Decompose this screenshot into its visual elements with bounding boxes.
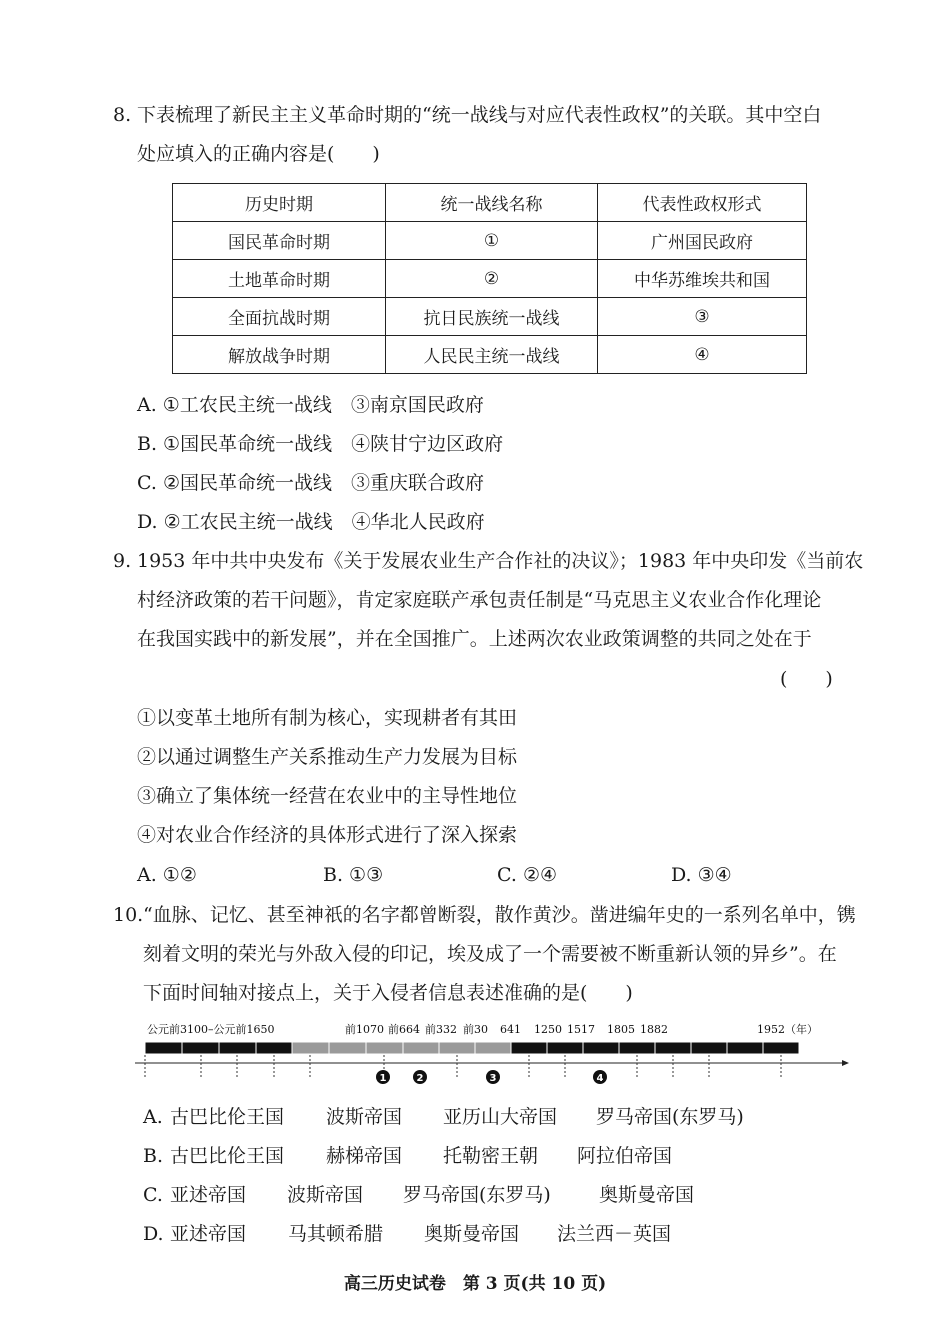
table-cell: 广州国民政府 — [598, 222, 807, 260]
timeline-label: 前664 — [388, 1023, 420, 1036]
question-10-stem-line1: “血脉、记忆、甚至神祇的名字都曾断裂，散作黄沙。凿进编年史的一系列名单中，镌 — [143, 904, 856, 926]
timeline-label: 1250 — [534, 1023, 562, 1036]
table-header-cell: 统一战线名称 — [386, 184, 598, 222]
option-item: 波斯帝国 — [287, 1184, 364, 1206]
table-row — [173, 298, 807, 336]
table-header-cell: 历史时期 — [173, 184, 386, 222]
timeline-segment — [329, 1042, 366, 1054]
timeline-label: 1517 — [567, 1023, 595, 1036]
question-9-choice-d: D. ③④ — [671, 864, 732, 886]
page-footer: 高三历史试卷 第 3 页(共 10 页) — [343, 1274, 607, 1294]
table-cell: ① — [386, 222, 598, 260]
timeline-label: 前1070 — [345, 1023, 384, 1036]
table-header-cell: 代表性政权形式 — [598, 184, 807, 222]
option-item: 阿拉伯帝国 — [577, 1145, 673, 1167]
table-row — [173, 336, 807, 374]
option-item: 波斯帝国 — [326, 1106, 403, 1128]
question-10-stem-line2: 刻着文明的荣光与外敌入侵的印记，埃及成了一个需要被不断重新认领的异乡”。在 — [143, 943, 837, 965]
timeline-segment — [691, 1042, 727, 1054]
timeline-segment — [403, 1042, 439, 1054]
table-cell: ② — [386, 260, 598, 298]
option-item: 亚历山大帝国 — [443, 1106, 558, 1128]
table-cell: 人民民主统一战线 — [386, 336, 598, 374]
option-item: 奥斯曼帝国 — [599, 1184, 695, 1206]
timeline-segment — [511, 1042, 547, 1054]
timeline-marker-2-label: 2 — [416, 1073, 424, 1084]
timeline-label: 公元前3100–公元前1650 — [147, 1023, 275, 1036]
question-9-stem-line3: 在我国实践中的新发展”，并在全国推广。上述两次农业政策调整的共同之处在于 — [137, 628, 812, 650]
option-item: 亚述帝国 — [170, 1184, 247, 1206]
question-10-option-a — [143, 1104, 744, 1130]
question-9-item-3: ③确立了集体统一经营在农业中的主导性地位 — [137, 785, 518, 807]
timeline-segment — [763, 1042, 799, 1054]
option-item: 赫梯帝国 — [326, 1145, 403, 1167]
option-item: 罗马帝国(东罗马) — [596, 1106, 744, 1128]
option-letter: C. — [143, 1184, 163, 1206]
table-header-row — [173, 184, 807, 222]
question-10-stem-line3: 下面时间轴对接点上，关于入侵者信息表述准确的是( ) — [143, 982, 633, 1004]
timeline-label: 前30 — [463, 1023, 488, 1036]
option-item: 奥斯曼帝国 — [424, 1223, 520, 1245]
option-item: 罗马帝国(东罗马) — [403, 1184, 551, 1206]
timeline-segment — [182, 1042, 219, 1054]
table-cell: ④ — [598, 336, 807, 374]
question-9-item-2: ②以通过调整生产关系推动生产力发展为目标 — [137, 746, 518, 768]
table-cell: 国民革命时期 — [173, 222, 386, 260]
timeline-segment — [256, 1042, 292, 1054]
question-8-stem-line2: 处应填入的正确内容是( ) — [137, 143, 380, 165]
question-8-number: 8. — [113, 104, 132, 126]
table-cell: 全面抗战时期 — [173, 298, 386, 336]
option-letter: A. — [143, 1106, 163, 1128]
question-9-choice-a: A. ①② — [137, 864, 197, 886]
table-row — [173, 222, 807, 260]
question-9-answer-bracket: ( ) — [780, 668, 833, 690]
timeline-segment — [439, 1042, 475, 1054]
timeline-marker-1-label: 1 — [379, 1073, 387, 1084]
question-9-item-1: ①以变革土地所有制为核心，实现耕者有其田 — [137, 707, 518, 729]
timeline-segment — [292, 1042, 329, 1054]
question-9-choice-c: C. ②④ — [497, 864, 558, 886]
timeline-marker-4-label: 4 — [596, 1073, 604, 1084]
option-item: 亚述帝国 — [170, 1223, 247, 1245]
table-row — [173, 260, 807, 298]
timeline-arrow-icon — [842, 1060, 849, 1066]
timeline-segment — [619, 1042, 655, 1054]
option-letter: D. — [143, 1223, 164, 1245]
question-10-timeline — [130, 1015, 850, 1090]
option-item: 古巴比伦王国 — [170, 1106, 285, 1128]
timeline-segment — [547, 1042, 583, 1054]
option-item: 马其顿希腊 — [288, 1223, 384, 1245]
table-cell: ③ — [598, 298, 807, 336]
timeline-label: 641 — [500, 1023, 521, 1036]
timeline-segment — [145, 1042, 182, 1054]
timeline-segment — [475, 1042, 511, 1054]
question-10-option-b — [143, 1143, 673, 1169]
question-9-stem-line1: 1953 年中共中央发布《关于发展农业生产合作社的决议》；1983 年中央印发《当前农 — [137, 550, 864, 572]
question-8-option-a: A. ①工农民主统一战线 ③南京国民政府 — [137, 394, 484, 416]
table-cell: 抗日民族统一战线 — [386, 298, 598, 336]
option-letter: B. — [143, 1145, 164, 1167]
option-item: 古巴比伦王国 — [170, 1145, 285, 1167]
timeline-segment — [655, 1042, 691, 1054]
question-8-option-d: D. ②工农民主统一战线 ④华北人民政府 — [137, 511, 485, 533]
question-9-stem-line2: 村经济政策的若干问题》，肯定家庭联产承包责任制是“马克思主义农业合作化理论 — [137, 589, 822, 611]
timeline-segment — [366, 1042, 403, 1054]
question-8-option-c: C. ②国民革命统一战线 ③重庆联合政府 — [137, 472, 484, 494]
timeline-label: 1882 — [640, 1023, 668, 1036]
question-10-number: 10. — [113, 904, 144, 926]
timeline-label: 1952（年） — [757, 1023, 818, 1036]
question-8-stem-line1: 下表梳理了新民主主义革命时期的“统一战线与对应代表性政权”的关联。其中空白 — [137, 104, 822, 126]
timeline-segment — [727, 1042, 763, 1054]
question-9-choice-b: B. ①③ — [323, 864, 384, 886]
timeline-segment — [583, 1042, 619, 1054]
question-9-number: 9. — [113, 550, 132, 572]
question-8-table — [172, 183, 807, 374]
question-10-option-d — [143, 1221, 672, 1247]
option-item: 法兰西－英国 — [557, 1223, 672, 1245]
question-8-option-b: B. ①国民革命统一战线 ④陕甘宁边区政府 — [137, 433, 504, 455]
timeline-label: 1805 — [607, 1023, 635, 1036]
timeline-marker-3-label: 3 — [489, 1073, 497, 1084]
timeline-segment — [219, 1042, 256, 1054]
timeline-label: 前332 — [425, 1023, 457, 1036]
question-10-option-c — [143, 1182, 695, 1208]
table-cell: 中华苏维埃共和国 — [598, 260, 807, 298]
option-item: 托勒密王朝 — [443, 1145, 539, 1167]
question-9-item-4: ④对农业合作经济的具体形式进行了深入探索 — [137, 824, 518, 846]
table-cell: 土地革命时期 — [173, 260, 386, 298]
table-cell: 解放战争时期 — [173, 336, 386, 374]
